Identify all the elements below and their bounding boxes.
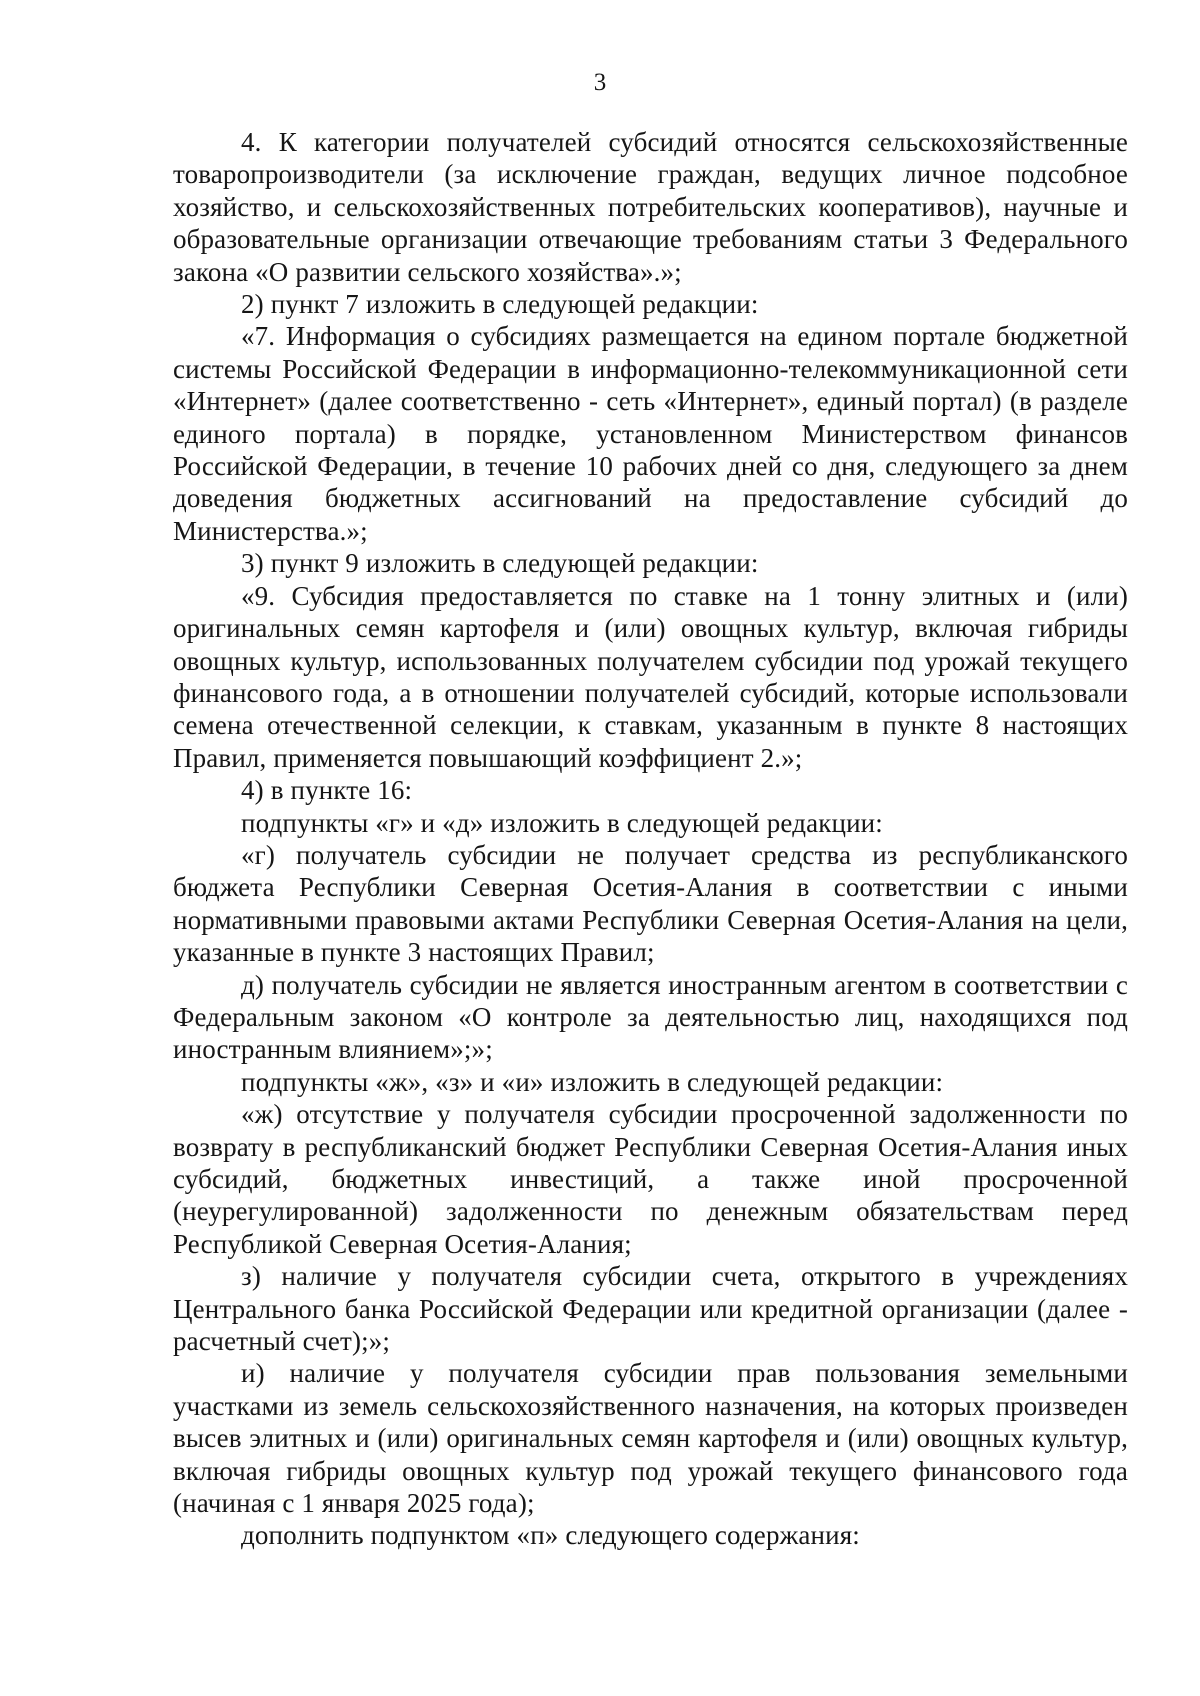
paragraph-amend-point-16: 4) в пункте 16: (241, 775, 413, 806)
paragraph-subpoints-zh-z-i: подпункты «ж», «з» и «и» изложить в следующей редакции: (241, 1066, 944, 1097)
paragraph-item-4-recipients: 4. К категории получателей субсидий относятся сельскохозяйственные товаропроизводители (за исключение граждан, ведущих личное подсобное хозяйство, и сельскохозяйственных потребительских кооперативов), научные и образовательные организации отвечающие требованиям статьи 3 Федерального закона «О развитии сельского хозяйства».»; (173, 127, 1128, 287)
paragraph-amend-point-7: 2) пункт 7 изложить в следующей редакции: (241, 289, 759, 320)
paragraph-subpoint-d: д) получатель субсидии не является иностранным агентом в соответствии с Федеральным законом «О контроле за деятельностью лиц, находящихся под иностранным влиянием»;»; (173, 969, 1128, 1065)
paragraph-subpoint-zh: «ж) отсутствие у получателя субсидии просроченной задолженности по возврату в республиканский бюджет Республики Северная Осетия-Алания иных субсидий, бюджетных инвестиций, а также иной просроченной (неурегулированной) задолженности по денежным обязательствам перед Республикой Северная Осетия-Алания; (173, 1099, 1128, 1259)
paragraph-subpoint-i: и) наличие у получателя субсидии прав пользования земельными участками из земель сельскохозяйственного назначения, на которых произведен высев элитных и (или) оригинальных семян картофеля и (или) овощных культур, включая гибриды овощных культур под урожай текущего финансового года (начиная с 1 января 2025 года); (173, 1358, 1128, 1519)
page-number: 3 (593, 69, 607, 96)
paragraph-subpoints-g-d: подпункты «г» и «д» изложить в следующей редакции: (241, 807, 883, 838)
paragraph-add-subpoint-p: дополнить подпунктом «п» следующего содержания: (241, 1520, 860, 1551)
paragraph-subpoint-z: з) наличие у получателя субсидии счета, открытого в учреждениях Центрального банка Российской Федерации или кредитной организации (далее - расчетный счет);»; (173, 1261, 1128, 1357)
paragraph-amend-point-9: 3) пункт 9 изложить в следующей редакции: (241, 548, 759, 579)
paragraph-subpoint-g: «г) получатель субсидии не получает средства из республиканского бюджета Республики Северная Осетия-Алания в соответствии с иными нормативными правовыми актами Республики Северная Осетия-Алания на цели, указанные в пункте 3 настоящих Правил; (173, 839, 1128, 968)
document-body (173, 126, 1128, 1552)
paragraph-point-9-text: «9. Субсидия предоставляется по ставке на 1 тонну элитных и (или) оригинальных семян картофеля и (или) овощных культур, включая гибриды овощных культур, использованных получателем субсидии под урожай текущего финансового года, а в отношении получателей субсидий, которые использовали семена отечественной селекции, к ставкам, указанным в пункте 8 настоящих Правил, применяется повышающий коэффициент 2.»; (173, 580, 1128, 773)
paragraph-point-7-text: «7. Информация о субсидиях размещается на едином портале бюджетной системы Российской Федерации в информационно-телекоммуникационной сети «Интернет» (далее соответственно - сеть «Интернет», единый портал) (в разделе единого портала) в порядке, установленном Министерством финансов Российской Федерации, в течение 10 рабочих дней со дня, следующего за днем доведения бюджетных ассигнований на предоставление субсидий до Министерства.»; (173, 321, 1128, 546)
